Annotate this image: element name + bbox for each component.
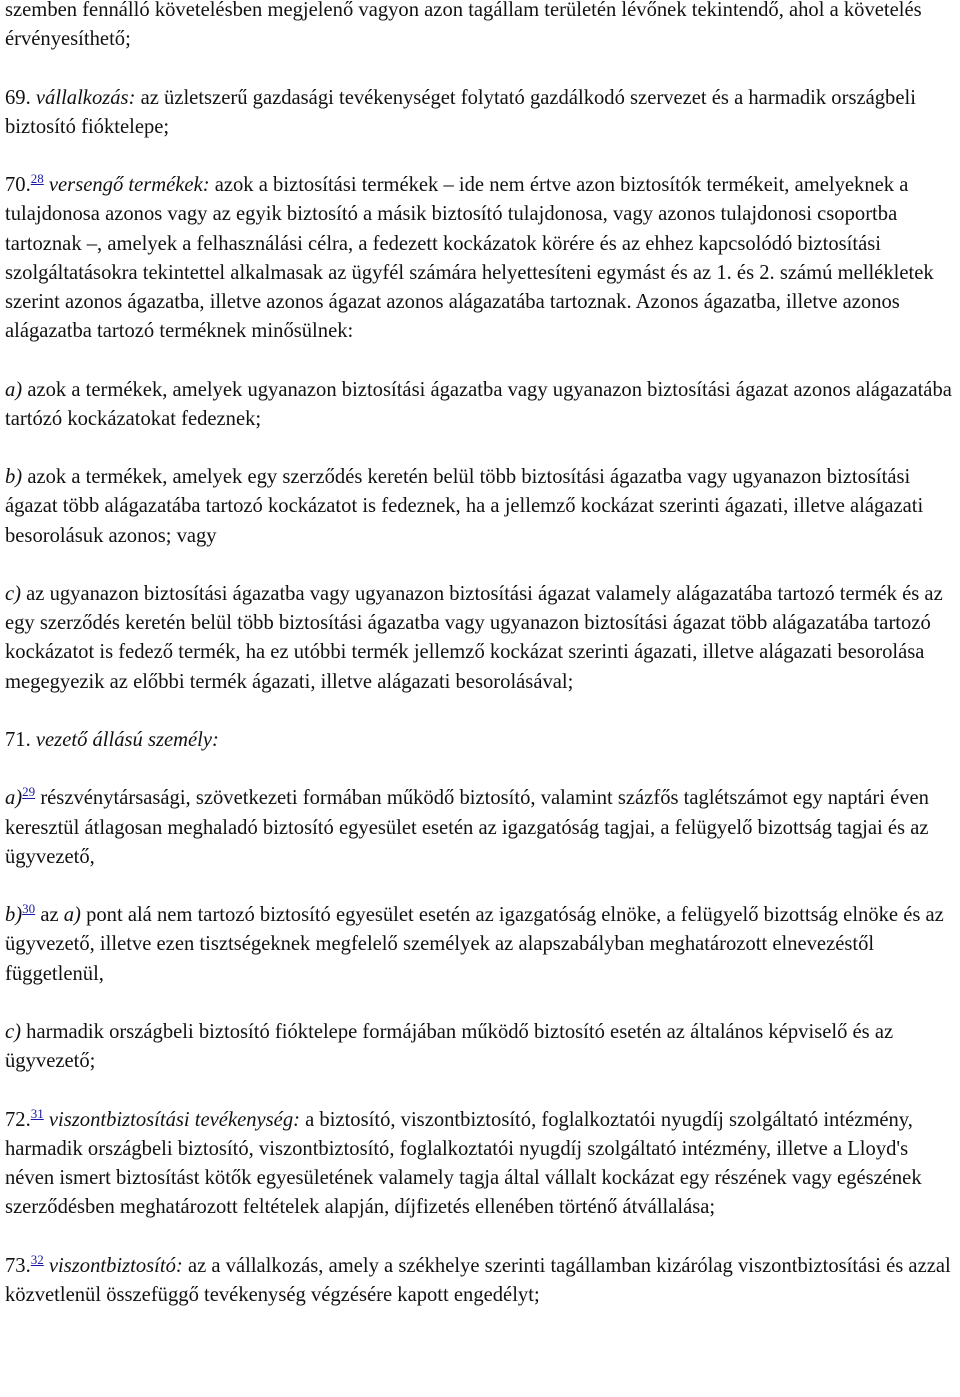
subpoint-label: c) — [5, 582, 21, 605]
item-number: 73. — [5, 1254, 31, 1277]
subpoint-71b — [5, 901, 960, 989]
subpoint-71c — [5, 1018, 960, 1076]
footnote-link-29[interactable]: 29 — [22, 784, 36, 800]
subpoint-text: pont alá nem tartozó biztosító egyesület esetén az igazgatóság elnöke, a felügyelő bizottság elnöke és az ügyvezető, illetve ezen tisztségeknek megfelelő személyek az alapszabályban meghatározott elnevezéstől függetlenül, — [5, 904, 944, 985]
paragraph-text: szemben fennálló követelésben megjelenő vagyon azon tagállam területén lévőnek tekintendő, ahol a követelés érvényesíthető; — [5, 0, 922, 51]
document-page — [5, 0, 960, 1310]
subpoint-text: harmadik országbeli biztosító fióktelepe formájában működő biztosító esetén az általános képviselő és az ügyvezető; — [5, 1020, 894, 1073]
subpoint-label: c) — [5, 1020, 21, 1043]
subpoint-reference: a) — [63, 904, 81, 927]
definition-71 — [5, 726, 960, 755]
defined-term: vállalkozás: — [35, 86, 136, 109]
subpoint-label: b) — [5, 466, 23, 489]
paragraph-continuation — [5, 0, 960, 54]
defined-term: viszontbiztosítási tevékenység: — [48, 1108, 300, 1131]
definition-73 — [5, 1252, 960, 1310]
footnote-link-28[interactable]: 28 — [30, 171, 44, 187]
definition-text: az üzletszerű gazdasági tevékenységet folytató gazdálkodó szervezet és a harmadik országbeli biztosító fióktelepe; — [5, 86, 916, 138]
item-number: 70. — [5, 174, 31, 197]
definition-text: az a vállalkozás, amely a székhelye szerinti tagállamban kizárólag viszontbiztosítási és azzal közvetlenül összefüggő tevékenység végzésére kapott engedélyt; — [5, 1254, 951, 1306]
definition-text: azok a biztosítási termékek – ide nem értve azon biztosítók termékeit, amelyeknek a tulajdonosa azonos vagy az egyik biztosító a másik biztosító tulajdonosa, vagy azonos tulajdonosi csoportba tartoznak –, amelyek a felhasználási célra, a fedezett kockázatok körére és az ehhez kapcsolódó biztosítási szolgáltatásokra tekintettel alkalmasak az ügyfél számára helyettesíteni egymást és az 1. és 2. számú mellékletek szerint azonos ágazatba, illetve azonos ágazat azonos alágazatába tartoznak. Azonos ágazatba, illetve azonos alágazatba tartozó terméknek minősülnek: — [5, 174, 934, 343]
footnote-link-31[interactable]: 31 — [30, 1105, 44, 1121]
item-number: 72. — [5, 1108, 31, 1131]
subpoint-text: az ugyanazon biztosítási ágazatba vagy ugyanazon biztosítási ágazat valamely alágazatába tartozó termék és az egy szerződés keretén belül több biztosítási ágazatba vagy ugyanazon biztosítási ágazat több alágazatába tartozó kockázatot is fedező termék, ha ez utóbbi termék jellemző kockázat szerinti ágazati, illetve alágazati besorolása megegyezik az előbbi termék ágazati, illetve alágazati besorolásával; — [5, 582, 943, 693]
subpoint-70a — [5, 376, 960, 434]
subpoint-70c — [5, 580, 960, 697]
subpoint-label: a) — [5, 787, 23, 810]
subpoint-text: azok a termékek, amelyek egy szerződés keretén belül több biztosítási ágazatba vagy ugyanazon biztosítási ágazat több alágazatába tartozó kockázatot is fedeznek, ha a jellemző kockázat szerinti ágazati, illetve alágazati besorolásuk azonos; vagy — [5, 466, 924, 547]
footnote-link-30[interactable]: 30 — [22, 901, 36, 917]
definition-70 — [5, 171, 960, 346]
defined-term: vezető állású személy: — [35, 728, 219, 751]
item-number: 71. — [5, 728, 31, 751]
subpoint-text: részvénytársasági, szövetkezeti formában működő biztosító, valamint százfős taglétszámot egy naptári éven keresztül átlagosan meghaladó biztosító egyesület esetén az igazgatóság tagjai, a felügyelő bizottság tagjai és az ügyvezető, — [5, 787, 929, 868]
subpoint-label: a) — [5, 378, 23, 401]
item-number: 69. — [5, 86, 31, 109]
defined-term: viszontbiztosító: — [48, 1254, 183, 1277]
defined-term: versengő termékek: — [48, 174, 210, 197]
definition-69 — [5, 84, 960, 142]
subpoint-text: azok a termékek, amelyek ugyanazon biztosítási ágazatba vagy ugyanazon biztosítási ágazat azonos alágazatába tartózó kockázatokat fedeznek; — [5, 378, 952, 430]
subpoint-70b — [5, 463, 960, 551]
subpoint-text-prefix: az — [40, 904, 59, 927]
definition-text: a biztosító, viszontbiztosító, foglalkoztatói nyugdíj szolgáltató intézmény, harmadik országbeli biztosító, viszontbiztosító, foglalkoztatói nyugdíj szolgáltató intézmény, illetve a Lloyd's néven ismert biztosítást kötők egyesületének valamely tagja által vállalt kockázat egy részének vagy egészének szerződésben meghatározott feltételek alapján, díjfizetés ellenében történő átvállalása; — [5, 1108, 922, 1219]
definition-72 — [5, 1106, 960, 1223]
subpoint-71a — [5, 784, 960, 872]
subpoint-label: b) — [5, 904, 23, 927]
footnote-link-32[interactable]: 32 — [30, 1251, 44, 1267]
